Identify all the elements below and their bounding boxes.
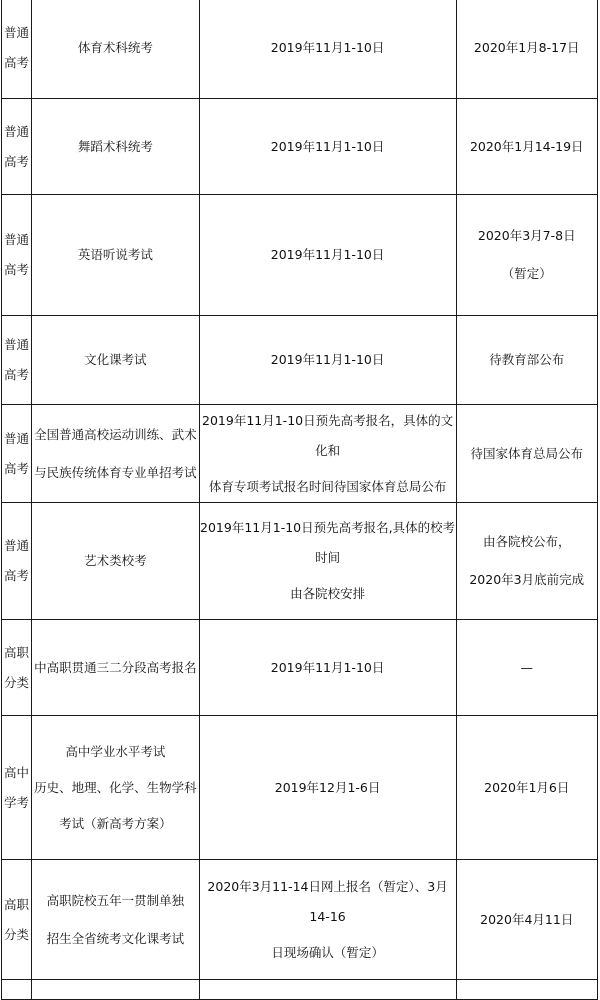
- category-cell-line: 普通: [4, 430, 30, 446]
- exam-date-cell: [456, 195, 598, 316]
- exam-date-cell: [456, 620, 598, 716]
- exam-name-cell-line: 考试（新高考方案）: [59, 815, 172, 831]
- category-cell-line: 高考: [4, 153, 30, 169]
- exam-date-cell-line: （暂定）: [501, 266, 552, 281]
- exam-schedule-table: [1, 0, 598, 1000]
- category-cell-line: 普通: [4, 538, 30, 553]
- registration-time-cell-line: 体育专项考试报名时间待国家体育总局公布: [208, 478, 447, 494]
- exam-name-cell: [32, 405, 200, 503]
- category-cell-line: 高考: [4, 54, 30, 70]
- table-row: [2, 0, 598, 99]
- registration-time-cell: [199, 99, 456, 195]
- exam-date-cell-line: 2020年1月6日: [484, 779, 570, 795]
- exam-name-cell: [32, 0, 200, 99]
- exam-date-cell-line: 2020年1月14-19日: [469, 138, 584, 154]
- exam-date-cell: [456, 405, 598, 503]
- category-cell: [2, 195, 32, 316]
- category-cell: [2, 405, 32, 503]
- category-cell: [2, 0, 32, 99]
- registration-time-cell-line: 由各院校安排: [290, 586, 366, 601]
- category-cell-line: 普通: [4, 24, 30, 40]
- exam-date-cell-line: 由各院校公布，: [482, 534, 571, 549]
- exam-name-cell: [32, 620, 200, 716]
- category-cell-line: 学考: [4, 794, 30, 810]
- registration-time-cell: [199, 860, 456, 980]
- category-cell-line: 高职: [4, 644, 30, 660]
- exam-name-cell-line: 中高职贯通三二分段高考报名: [34, 659, 197, 675]
- table-row: [2, 99, 598, 195]
- registration-time-cell-line: 2019年11月1-10日: [270, 39, 385, 55]
- category-cell: [2, 503, 32, 620]
- category-cell-line: 分类: [4, 674, 30, 690]
- exam-name-cell-line: 与民族传统体育专业单招考试: [34, 464, 197, 480]
- table-row: [2, 716, 598, 860]
- exam-date-cell-line: 2020年3月7-8日: [477, 228, 576, 243]
- exam-date-cell: [456, 860, 598, 980]
- registration-time-cell: [199, 620, 456, 716]
- registration-time-cell: [199, 716, 456, 860]
- exam-name-cell-line: 英语听说考试: [77, 247, 153, 262]
- exam-date-cell: [456, 716, 598, 860]
- exam-date-cell: [456, 0, 598, 99]
- registration-time-cell-line: 2019年11月1-10日: [270, 138, 385, 154]
- registration-time-cell-line: 2019年11月1-10日: [270, 659, 385, 675]
- exam-name-cell-line: 招生全省统考文化课考试: [46, 930, 185, 946]
- exam-date-cell-line: 待教育部公布: [489, 352, 565, 367]
- category-cell-line: 普通: [4, 337, 30, 352]
- exam-name-cell-line: 体育术科统考: [77, 39, 153, 55]
- category-cell-line: 高中: [4, 764, 30, 780]
- registration-time-cell: [199, 195, 456, 316]
- exam-name-cell: [32, 716, 200, 860]
- registration-time-cell-line: 2019年12月1-6日: [274, 779, 381, 795]
- exam-date-cell: [456, 503, 598, 620]
- empty-cell: [456, 980, 598, 1000]
- category-cell: [2, 860, 32, 980]
- category-cell-line: 高考: [4, 568, 30, 583]
- exam-date-cell-line: —: [520, 659, 533, 675]
- exam-name-cell: [32, 195, 200, 316]
- exam-name-cell-line: 历史、地理、化学、生物学科: [34, 779, 197, 795]
- exam-date-cell-line: 待国家体育总局公布: [470, 445, 583, 461]
- exam-name-cell: [32, 316, 200, 405]
- category-cell: [2, 716, 32, 860]
- empty-cell: [32, 980, 200, 1000]
- category-cell-line: 分类: [4, 926, 30, 942]
- table-row: [2, 860, 598, 980]
- registration-time-cell-line: 2019年11月1-10日预先高考报名,具体的校考时间: [200, 520, 456, 565]
- exam-name-cell-line: 高中学业水平考试: [65, 743, 166, 759]
- table-row: [2, 405, 598, 503]
- registration-time-cell-line: 2019年11月1-10日: [270, 352, 385, 367]
- registration-time-cell-line: 2020年3月11-14日网上报名（暂定）、3月14-16: [207, 878, 448, 924]
- registration-time-cell-line: 2019年11月1-10日预先高考报名，具体的文化和: [202, 412, 454, 458]
- exam-date-cell: [456, 316, 598, 405]
- exam-date-cell-line: 2020年3月底前完成: [469, 572, 585, 587]
- exam-name-cell: [32, 503, 200, 620]
- exam-name-cell: [32, 860, 200, 980]
- empty-cell: [2, 980, 32, 1000]
- exam-name-cell-line: 艺术类校考: [84, 553, 147, 568]
- category-cell: [2, 620, 32, 716]
- category-cell-line: 高职: [4, 896, 30, 912]
- registration-time-cell-line: 日现场确认（暂定）: [271, 944, 384, 960]
- table-row: [2, 316, 598, 405]
- registration-time-cell: [199, 503, 456, 620]
- category-cell: [2, 99, 32, 195]
- category-cell-line: 普通: [4, 123, 30, 139]
- exam-date-cell-line: 2020年1月8-17日: [473, 39, 580, 55]
- category-cell-line: 高考: [4, 367, 30, 382]
- exam-name-cell-line: 高职院校五年一贯制单独: [46, 892, 185, 908]
- exam-name-cell-line: 文化课考试: [84, 352, 147, 367]
- table-row: [2, 503, 598, 620]
- exam-date-cell: [456, 99, 598, 195]
- category-cell-line: 普通: [4, 232, 30, 247]
- exam-name-cell-line: 全国普通高校运动训练、武术: [34, 426, 197, 442]
- category-cell-line: 高考: [4, 262, 30, 277]
- category-cell-line: 高考: [4, 460, 30, 476]
- exam-date-cell-line: 2020年4月11日: [480, 911, 574, 927]
- exam-name-cell-line: 舞蹈术科统考: [77, 138, 153, 154]
- exam-name-cell: [32, 99, 200, 195]
- table-row-partial: [2, 980, 598, 1000]
- table-row: [2, 620, 598, 716]
- registration-time-cell: [199, 0, 456, 99]
- category-cell: [2, 316, 32, 405]
- registration-time-cell: [199, 316, 456, 405]
- empty-cell: [199, 980, 456, 1000]
- registration-time-cell: [199, 405, 456, 503]
- registration-time-cell-line: 2019年11月1-10日: [270, 247, 385, 262]
- table-row: [2, 195, 598, 316]
